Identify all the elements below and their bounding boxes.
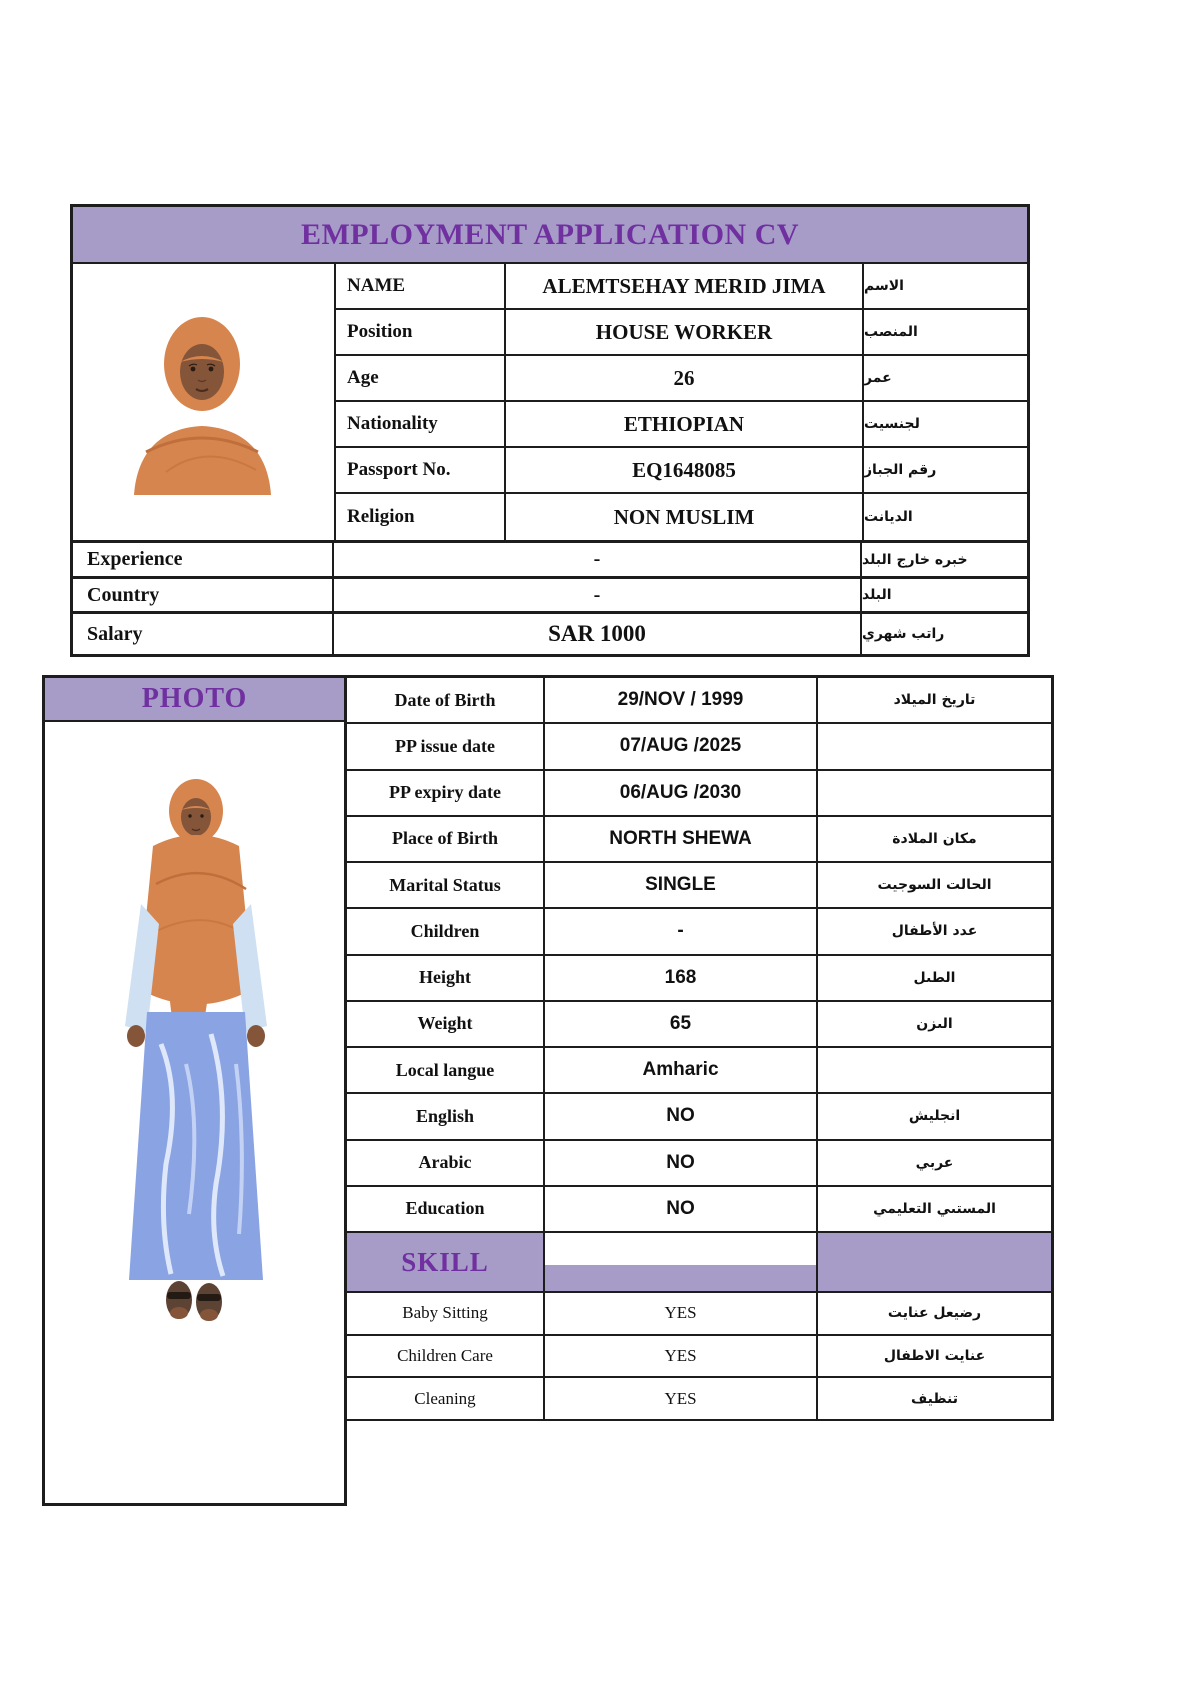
field-value: YES [545, 1293, 818, 1334]
table-row [336, 448, 1027, 494]
table-row [336, 494, 1027, 540]
applicant-info-table [70, 204, 1030, 657]
field-value: SINGLE [545, 863, 818, 907]
field-label: Passport No. [336, 448, 506, 492]
photo-section-header [42, 675, 347, 722]
field-label: Date of Birth [347, 678, 545, 722]
table-row [336, 402, 1027, 448]
field-label: English [347, 1094, 545, 1138]
field-value: 06/AUG /2030 [545, 771, 818, 815]
details-table [42, 675, 1054, 1506]
field-value: 168 [545, 956, 818, 1000]
table-row [347, 724, 1051, 770]
skill-header-value-cell [545, 1233, 818, 1291]
table-row [347, 678, 1051, 724]
field-label: Weight [347, 1002, 545, 1046]
table-row [73, 543, 1027, 579]
field-label: Salary [73, 614, 334, 654]
skill-header-fill [545, 1265, 816, 1291]
field-arabic-label [818, 771, 1051, 815]
field-value: NORTH SHEWA [545, 817, 818, 861]
table-row [73, 579, 1027, 614]
field-arabic-label [818, 1048, 1051, 1092]
table-row [336, 310, 1027, 356]
field-label: Religion [336, 494, 506, 540]
table-row [347, 1141, 1051, 1187]
document-title: EMPLOYMENT APPLICATION CV [300, 217, 800, 251]
title-band [73, 207, 1027, 264]
field-label: Height [347, 956, 545, 1000]
field-label: PP issue date [347, 724, 545, 768]
field-value: SAR 1000 [334, 614, 862, 654]
table-row [347, 1048, 1051, 1094]
applicant-full-body-photo [111, 764, 281, 1329]
field-arabic-label: الىزن [916, 1015, 953, 1032]
field-arabic-label: المنصب [864, 324, 918, 340]
field-arabic-label: الاسم [864, 278, 904, 294]
skill-header-cell [347, 1233, 545, 1291]
table-row [73, 614, 1027, 654]
field-value: 29/NOV / 1999 [545, 678, 818, 722]
field-value: EQ1648085 [506, 448, 864, 492]
field-arabic-label: عربي [915, 1154, 954, 1171]
field-value: YES [545, 1378, 818, 1419]
field-arabic-label: رقم الجباز [864, 462, 937, 478]
field-arabic-label: الحالت السوجيت [877, 877, 992, 894]
applicant-portrait-photo [106, 302, 299, 495]
portrait-photo-cell [73, 264, 336, 540]
field-arabic-label: تنظيف [911, 1390, 958, 1407]
table-row [347, 1293, 1051, 1336]
field-arabic-label: راتب شهري [862, 626, 945, 642]
table-row [347, 1378, 1051, 1421]
field-arabic-label [818, 724, 1051, 768]
field-arabic-label: المستىي التعليمي [873, 1200, 996, 1217]
skill-section-header [347, 1233, 1051, 1293]
table-row [347, 956, 1051, 1002]
field-arabic-label: عدد الأطفال [891, 923, 978, 940]
table-row [347, 909, 1051, 955]
field-value: - [334, 579, 862, 611]
field-value: - [334, 543, 862, 576]
field-label: Country [73, 579, 334, 611]
field-label: PP expiry date [347, 771, 545, 815]
table-row [347, 1187, 1051, 1233]
field-label: Local langue [347, 1048, 545, 1092]
field-value: 07/AUG /2025 [545, 724, 818, 768]
field-label: Children [347, 909, 545, 953]
field-arabic-label: عمر [864, 370, 892, 386]
field-arabic-label: مكان الملادة [892, 830, 977, 847]
field-value: NO [545, 1187, 818, 1231]
field-value: - [545, 909, 818, 953]
field-label: Marital Status [347, 863, 545, 907]
field-value: NO [545, 1094, 818, 1138]
table-row [347, 1336, 1051, 1379]
table-row [347, 863, 1051, 909]
field-value: NON MUSLIM [506, 494, 864, 540]
info-table-body [73, 264, 1027, 543]
field-label: Education [347, 1187, 545, 1231]
field-label: Age [336, 356, 506, 400]
skill-header-arabic-cell [818, 1233, 1051, 1291]
full-body-photo-cell [42, 722, 347, 1506]
table-row [347, 817, 1051, 863]
field-arabic-label: خبره خارج البلد [862, 551, 968, 568]
table-row [347, 1094, 1051, 1140]
field-arabic-label: الديانت [864, 509, 913, 525]
field-value: NO [545, 1141, 818, 1185]
field-label: Place of Birth [347, 817, 545, 861]
field-arabic-label: الطىل [913, 969, 956, 986]
field-value: ALEMTSEHAY MERID JIMA [506, 264, 864, 308]
field-arabic-label: تاريخ الميلاد [893, 692, 976, 709]
field-label: Cleaning [347, 1378, 545, 1419]
details-rows [347, 675, 1054, 1421]
skill-header-label: SKILL [401, 1246, 489, 1277]
table-row [336, 356, 1027, 402]
field-value: HOUSE WORKER [506, 310, 864, 354]
field-label: Arabic [347, 1141, 545, 1185]
field-label: Position [336, 310, 506, 354]
field-label: NAME [336, 264, 506, 308]
field-arabic-label: لجنسيت [864, 416, 920, 432]
photo-column [42, 675, 347, 1506]
info-rows [336, 264, 1027, 540]
field-value: Amharic [545, 1048, 818, 1092]
field-label: Baby Sitting [347, 1293, 545, 1334]
field-arabic-label: البلد [862, 587, 892, 603]
field-label: Children Care [347, 1336, 545, 1377]
field-arabic-label: رضيعل عنايت [887, 1305, 982, 1322]
field-value: ETHIOPIAN [506, 402, 864, 446]
field-label: Experience [73, 543, 334, 576]
field-arabic-label: انجليش [908, 1108, 961, 1125]
field-value: 26 [506, 356, 864, 400]
field-arabic-label: عنايت الاطفال [883, 1348, 986, 1365]
table-row [347, 771, 1051, 817]
field-value: 65 [545, 1002, 818, 1046]
field-label: Nationality [336, 402, 506, 446]
field-value: YES [545, 1336, 818, 1377]
table-row [336, 264, 1027, 310]
table-row [347, 1002, 1051, 1048]
photo-header-label: PHOTO [141, 683, 248, 714]
